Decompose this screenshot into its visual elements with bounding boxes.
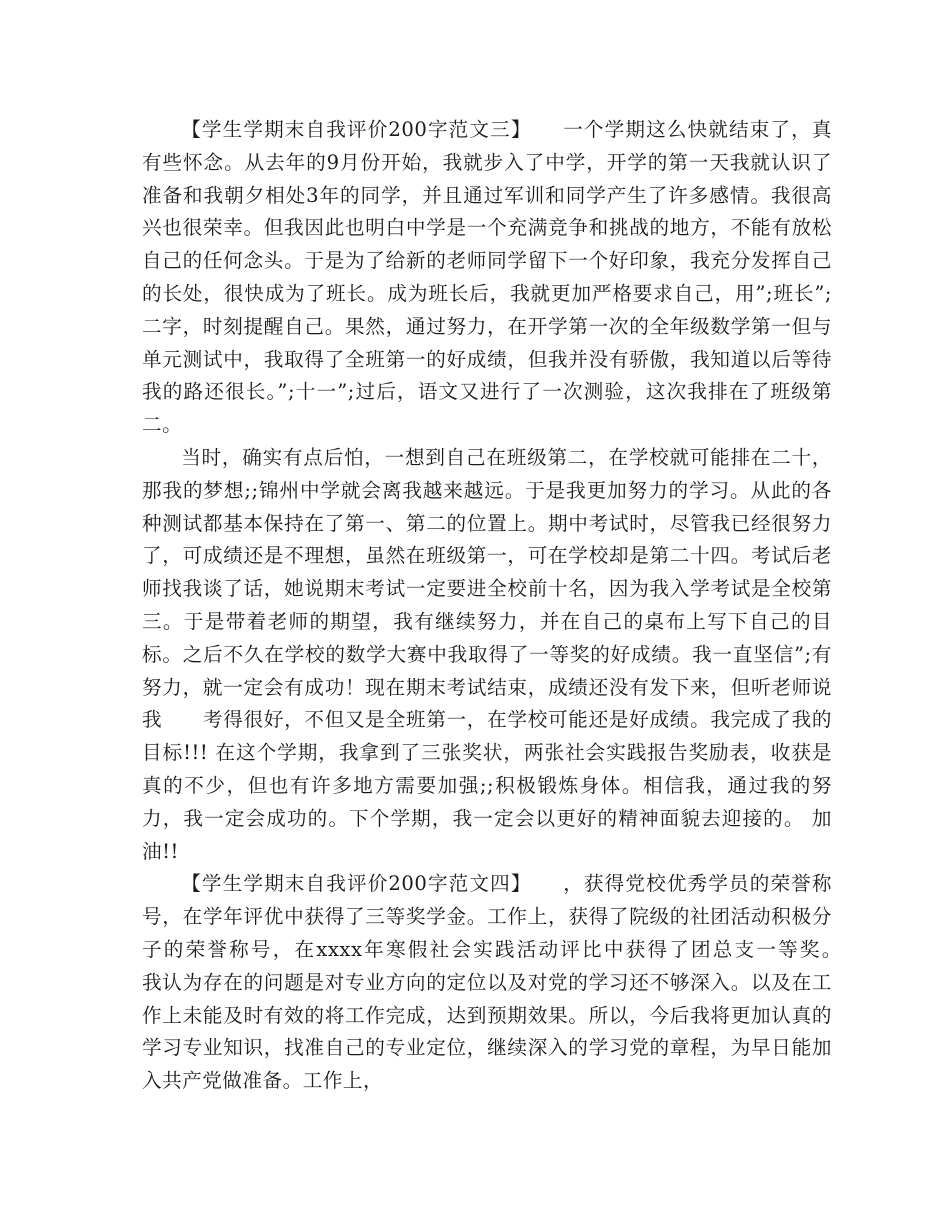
paragraph-essay-three: 【学生学期末自我评价200字范文三】 一个学期这么快就结束了，真有些怀念。从去年的9月份开始，我就步入了中学，开学的第一天我就认识了准备和我朝夕相处3年的同学，并且通过军训和同学产生了许多感情。我很高兴也很荣幸。但我因此也明白中学是一个充满竞争和挑战的地方，不能有放松自己的任何念头。于是为了给新的老师同学留下一个好印象，我充分发挥自己的长处，很快成为了班长。成为班长后，我就更加严格要求自己，用”;班长”;二字，时刻提醒自己。果然，通过努力，在开学第一次的全年级数学第一但与单元测试中，我取得了全班第一的好成绩，但我并没有骄傲，我知道以后等待我的路还很长。”;十一”;过后，语文又进行了一次测验，这次我排在了班级第二。	[142, 118, 832, 437]
paragraph-essay-three-continued: 当时，确实有点后怕，一想到自己在班级第二，在学校就可能排在二十，那我的梦想;;锦州中学就会离我越来越远。于是我更加努力的学习。从此的各种测试都基本保持在了第一、第二的位置上。期中考试时，尽管我已经很努力了，可成绩还是不理想，虽然在班级第一，可在学校却是第二十四。考试后老师找我谈了话，她说期末考试一定要进全校前十名，因为我入学考试是全校第三。于是带着老师的期望，我有继续努力，并在自己的桌布上写下自己的目标。之后不久在学校的数学大赛中我取得了一等奖的好成绩。我一直坚信”;有努力，就一定会有成功！现在期末考试结束，成绩还没有发下来，但听老师说我 考得很好，不但又是全班第一，在学校可能还是好成绩。我完成了我的目标!!! 在这个学期，我拿到了三张奖状，两张社会实践报告奖励表，收获是真的不少，但也有许多地方需要加强;;积极锻炼身体。相信我，通过我的努力，我一定会成功的。下个学期，我一定会以更好的精神面貌去迎接的。 加油!!	[142, 445, 832, 863]
paragraph-essay-four: 【学生学期末自我评价200字范文四】 ，获得党校优秀学员的荣誉称号，在学年评优中获得了三等奖学金。工作上，获得了院级的社团活动积极分子的荣誉称号，在xxxx年寒假社会实践活动评比中获得了团总支一等奖。 我认为存在的问题是对专业方向的定位以及对党的学习还不够深入。以及在工作上未能及时有效的将工作完成，达到预期效果。所以，今后我将更加认真的学习专业知识，找准自己的专业定位，继续深入的学习党的章程，为早日能加入共产党做准备。工作上，	[142, 872, 873, 1093]
document-body	[142, 114, 873, 1098]
